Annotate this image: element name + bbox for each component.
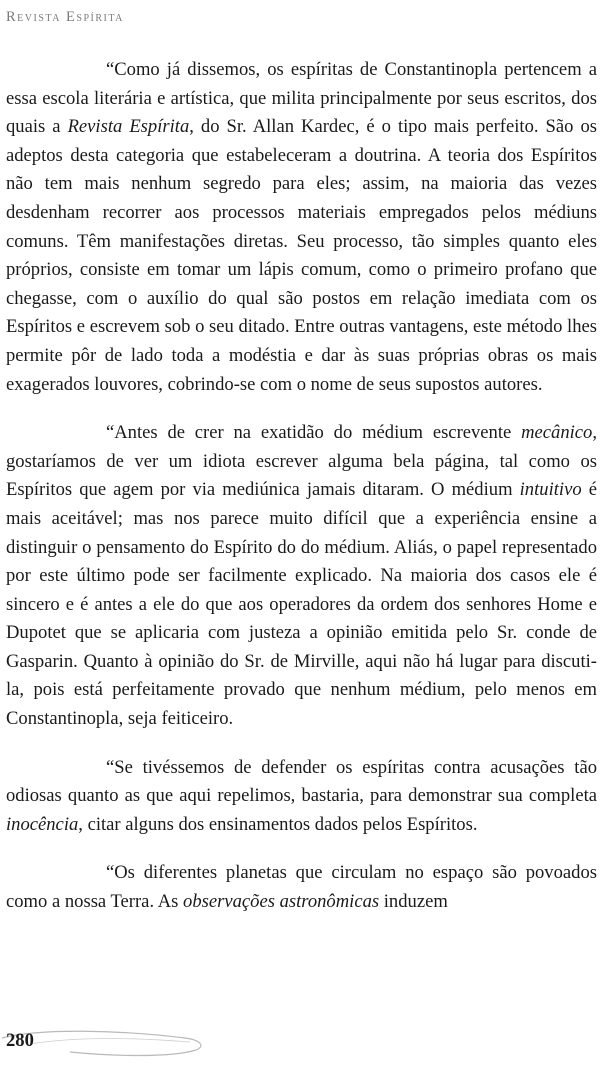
paragraph-text: , do Sr. Allan Kardec, é o tipo mais perfeito. São os adeptos desta categoria que estabeleceram a doutrina. A teoria dos Espíritos não tem mais nenhum segredo para eles; assim, na maioria das vezes desdenham recorrer aos processos materiais empregados pelos médiuns comuns. Têm manifestações diretas. Seu processo, tão simples quanto eles próprios, consiste em tomar um lápis comum, como o primeiro profano que chegasse, com o auxílio do qual são postos em relação imediata com os Espíritos e escrevem sob o seu ditado. Entre outras vantagens, este método lhes permite pôr de lado toda a modéstia e dar às suas próprias obras os mais exagerados louvores, cobrindo-se com o nome de seus supostos autores. <box>6 116 597 395</box>
paragraph-text: , citar alguns dos ensinamentos dados pelos Espíritos. <box>78 813 478 835</box>
paragraph <box>6 419 597 734</box>
italic-text: Revista Espírita <box>67 116 190 138</box>
running-header: Revista Espírita <box>6 9 124 25</box>
paragraph-text: “Se tivéssemos de defender os espíritas contra acusações tão odiosas quanto as que aqui repelimos, bastaria, para demonstrar sua completa <box>6 756 597 807</box>
paragraph <box>6 859 597 916</box>
italic-text: inocência <box>6 813 79 835</box>
paragraph <box>6 56 597 399</box>
paragraph-text: , gostaríamos de ver um idiota escrever alguma bela página, tal como os Espíritos que agem por via mediúnica jamais ditaram. O médium <box>6 422 597 501</box>
italic-text: mecânico <box>521 422 593 444</box>
paragraph-text: “Os diferentes planetas que circulam no espaço são povoados como a nossa Terra. As <box>6 862 597 913</box>
paragraph-text: induzem <box>379 891 448 913</box>
paragraph <box>6 754 597 840</box>
page-number: 280 <box>6 1030 34 1051</box>
paragraph-text: “Antes de crer na exatidão do médium escrevente <box>106 422 522 444</box>
paragraph-text: “Como já dissemos, os espíritas de Constantinopla pertencem a essa escola literária e artística, que milita principalmente por seus escritos, dos quais a <box>6 59 597 138</box>
paragraph-text: é mais aceitável; mas nos parece muito difícil que a experiência ensine a distinguir o pensamento do Espírito do do médium. Aliás, o papel representado por este último pode ser facilmente explicado. Na maioria dos casos ele é sincero e é antes a ele do que aos operadores da ordem dos senhores Home e Dupotet que se aplicaria com justeza a opinião emitida pelo Sr. conde de Gasparin. Quanto à opinião do Sr. de Mirville, aqui não há lugar para discuti-la, pois está perfeitamente provado que nenhum médium, pelo menos em Constantinopla, seja feiticeiro. <box>6 479 597 730</box>
italic-text: observações astronômicas <box>183 891 380 913</box>
page-body <box>6 56 597 917</box>
italic-text: intuitivo <box>519 479 582 501</box>
